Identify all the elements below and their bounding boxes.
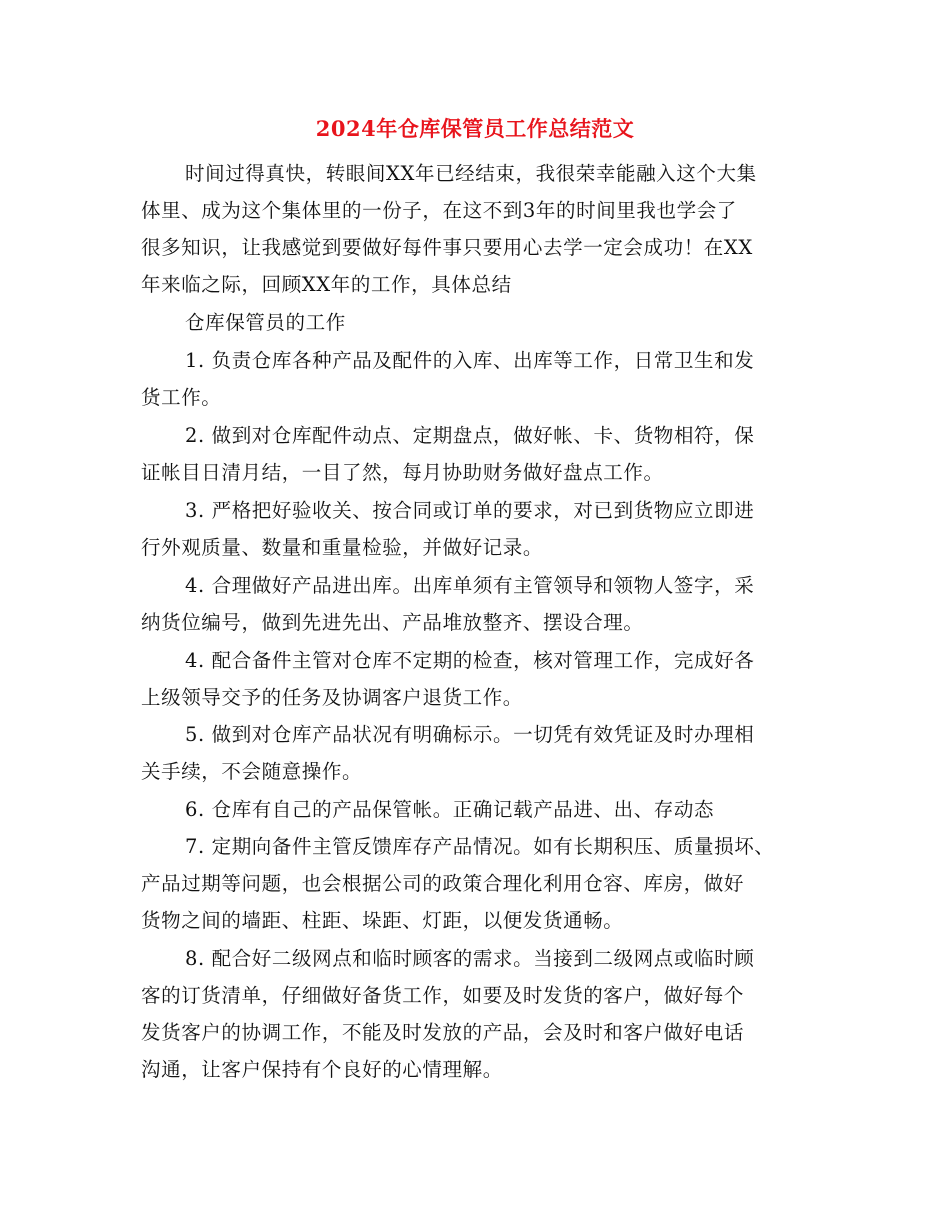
paragraph-line: 时间过得真快，转眼间XX年已经结束，我很荣幸能融入这个大集 (185, 162, 757, 185)
paragraph-line: 4. 合理做好产品进出库。出库单须有主管领导和领物人签字，采 (185, 574, 755, 597)
paragraph-line: 上级领导交予的任务及协调客户退货工作。 (141, 686, 523, 709)
paragraph-line: 行外观质量、数量和重量检验，并做好记录。 (141, 536, 544, 559)
paragraph-line: 1. 负责仓库各种产品及配件的入库、出库等工作，日常卫生和发 (185, 349, 755, 372)
paragraph-line: 体里、成为这个集体里的一份子，在这不到3年的时间里我也学会了 (141, 199, 737, 222)
section-heading: 仓库保管员的工作 (185, 311, 346, 334)
paragraph-line: 7. 定期向备件主管反馈库存产品情况。如有长期积压、质量损坏、 (185, 835, 775, 858)
paragraph-line: 3. 严格把好验收关、按合同或订单的要求，对已到货物应立即进 (185, 499, 755, 522)
paragraph-line: 8. 配合好二级网点和临时顾客的需求。当接到二级网点或临时顾 (185, 947, 755, 970)
paragraph-line: 沟通，让客户保持有个良好的心情理解。 (141, 1058, 503, 1081)
paragraph-line: 2. 做到对仓库配件动点、定期盘点，做好帐、卡、货物相符，保 (185, 424, 755, 447)
paragraph-line: 产品过期等问题，也会根据公司的政策合理化利用仓容、库房，做好 (141, 872, 745, 895)
document-title: 2024年仓库保管员工作总结范文 (315, 116, 635, 141)
paragraph-line: 年来临之际，回顾XX年的工作，具体总结 (141, 273, 512, 296)
paragraph-line: 6. 仓库有自己的产品保管帐。正确记载产品进、出、存动态 (185, 798, 715, 821)
paragraph-line: 纳货位编号，做到先进先出、产品堆放整齐、摆设合理。 (141, 611, 644, 634)
paragraph-line: 关手续，不会随意操作。 (141, 760, 363, 783)
paragraph-line: 发货客户的协调工作，不能及时发放的产品，会及时和客户做好电话 (141, 1021, 745, 1044)
paragraph-line: 很多知识，让我感觉到要做好每件事只要用心去学一定会成功！在XX (141, 236, 753, 259)
paragraph-line: 货物之间的墙距、柱距、垛距、灯距，以便发货通畅。 (141, 909, 624, 932)
paragraph-line: 证帐目日清月结，一目了然，每月协助财务做好盘点工作。 (141, 461, 664, 484)
paragraph-line: 4. 配合备件主管对仓库不定期的检查，核对管理工作，完成好各 (185, 649, 755, 672)
paragraph-line: 5. 做到对仓库产品状况有明确标示。一切凭有效凭证及时办理相 (185, 723, 755, 746)
paragraph-line: 客的订货清单，仔细做好备货工作，如要及时发货的客户，做好每个 (141, 984, 745, 1007)
paragraph-line: 货工作。 (141, 386, 222, 409)
